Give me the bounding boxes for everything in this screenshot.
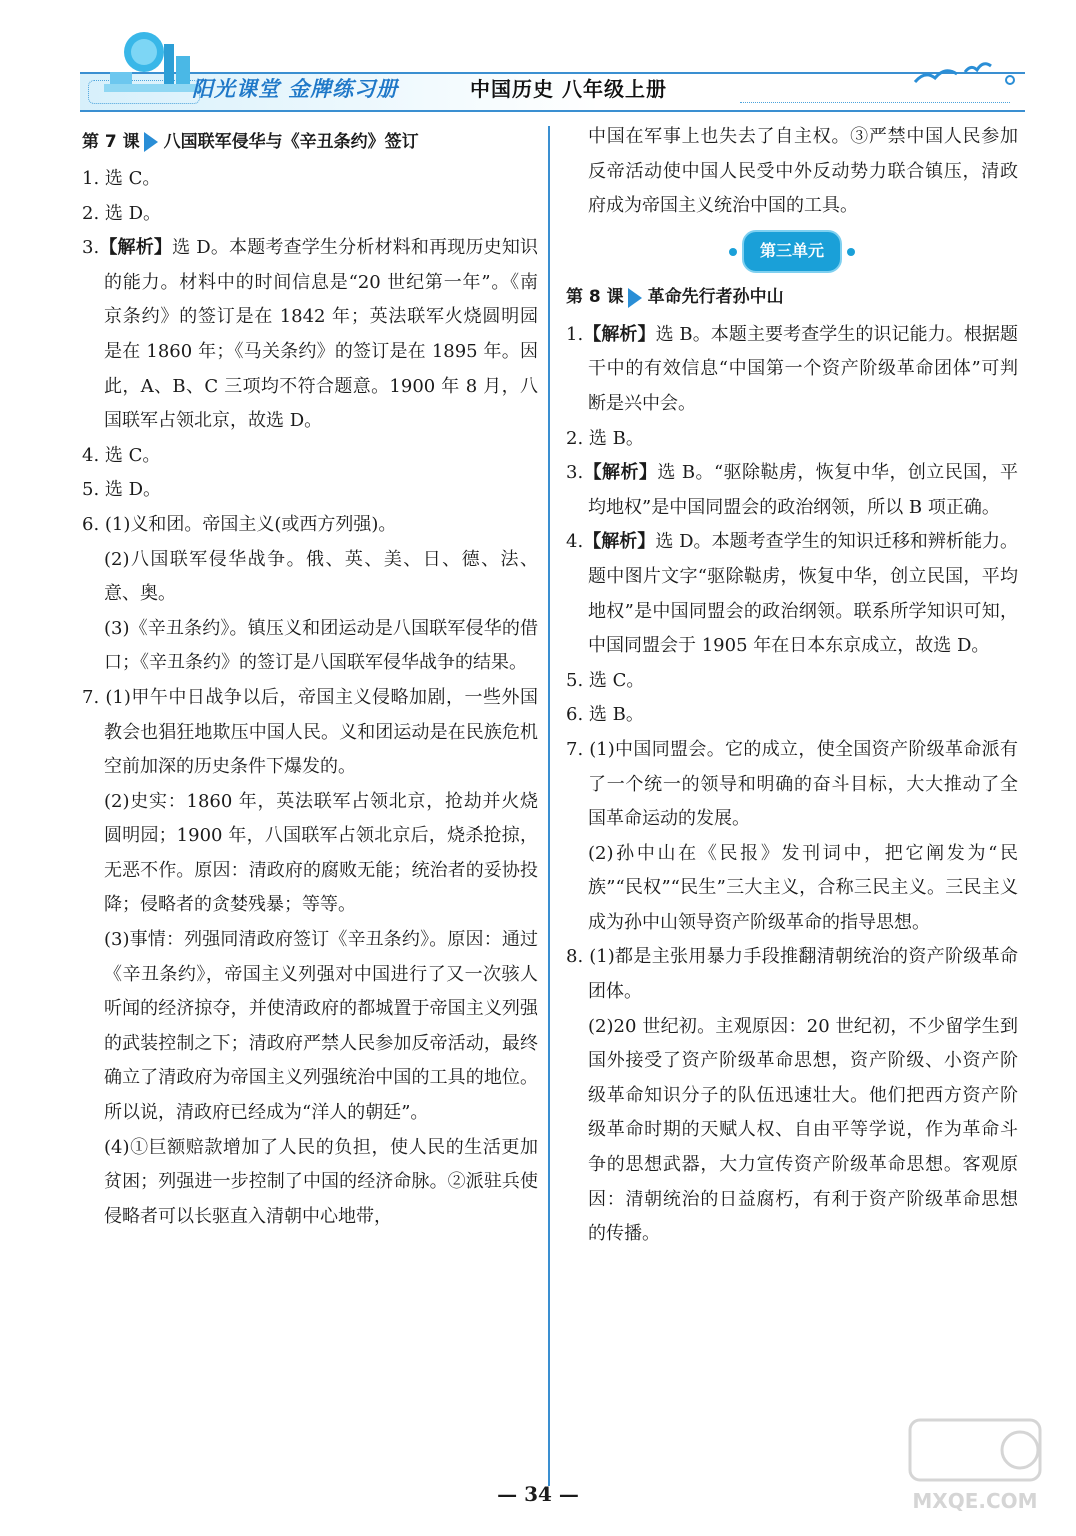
answer-item: 7. (1)中国同盟会。它的成立，使全国资产阶级革命派有了一个统一的领导和明确的奋斗目标，大大推动了全国革命运动的发展。: [566, 738, 1018, 830]
page-number: — 34 —: [497, 1482, 579, 1506]
answer-subitem: (4)①巨额赔款增加了人民的负担，使人民的生活更加贫困；列强进一步控制了中国的经济命脉。②派驻兵使侵略者可以长驱直入清朝中心地带，: [104, 1136, 538, 1227]
unit-heading: [566, 228, 1018, 276]
answer-item: 4. 选 C。: [82, 444, 161, 466]
right-column: [566, 120, 1018, 1252]
answer-item: 2. 选 D。: [82, 202, 162, 224]
lesson-title: 八国联军侵华与《辛丑条约》签订: [163, 131, 419, 152]
answer-subitem: (2)八国联军侵华战争。俄、英、美、日、德、法、意、奥。: [104, 548, 538, 605]
lesson-7-heading: [82, 124, 538, 160]
lesson-number: 第 8 课: [566, 287, 624, 308]
answer-text: 选 D。本题考查学生的知识迁移和辨析能力。题中图片文字“驱除鞑虏，恢复中华，创立民国，平均地权”是中国同盟会的政治纲领。联系所学知识可知，中国同盟会于 1905 年在日本东京成立，故选 D。: [588, 531, 1019, 657]
answer-text: 选 B。本题主要考查学生的识记能力。根据题干中的有效信息“中国第一个资产阶级革命团体”可判断是兴中会。: [588, 323, 1018, 414]
answer-item: 8. (1)都是主张用暴力手段推翻清朝统治的资产阶级革命团体。: [566, 946, 1018, 1003]
left-column: [82, 120, 538, 1234]
unit-dot-icon: [847, 248, 855, 256]
answer-item: 5. 选 D。: [82, 479, 162, 501]
lesson-number: 第 7 课: [82, 131, 140, 152]
answer-text: 选 D。本题考查学生分析材料和再现历史知识的能力。材料中的时间信息是“20 世纪第一年”。《南京条约》的签订是在 1842 年；英法联军火烧圆明园是在 1860 年；《马关条约》的签订是在 1895 年。因此，A、B、C 三项均不符合题意。1900 年 8 月，八国联军占领北京，故选 D。: [104, 237, 539, 432]
answer-subitem: (2)史实：1860 年，英法联军占领北京，抢劫并火烧圆明园；1900 年，八国联军占领北京后，烧杀抢掠，无恶不作。原因：清政府的腐败无能；统治者的妥协投降；侵略者的贪婪残暴；等等。: [104, 790, 538, 916]
answer-item: [566, 318, 1018, 422]
column-divider: [548, 126, 550, 1486]
answer-subitem: (2)孙中山在《民报》发刊词中，把它阐发为“民族”“民权”“民生”三大主义，合称三民主义。三民主义成为孙中山领导资产阶级革命的指导思想。: [588, 842, 1018, 933]
item-number: 4.: [566, 531, 584, 553]
watermark-text: MXQE.COM: [912, 1489, 1038, 1513]
item-number: 1.: [566, 323, 584, 345]
lesson-arrow-icon: [628, 288, 642, 308]
answer-subitem: (2)20 世纪初。主观原因：20 世纪初，不少留学生到国外接受了资产阶级革命思想，资产阶级、小资产阶级革命知识分子的队伍迅速壮大。他们把西方资产阶级革命时期的天赋人权、自由平等学说，作为革命斗争的思想武器，大力宣传资产阶级革命思想。客观原因：清朝统治的日益腐朽，有利于资产阶级革命思想的传播。: [588, 1015, 1018, 1245]
unit-title: 第三单元: [742, 230, 842, 273]
answer-subitem: (3)《辛丑条约》。镇压义和团运动是八国联军侵华的借口；《辛丑条约》的签订是八国联军侵华战争的结果。: [104, 617, 538, 674]
answer-item: 1. 选 C。: [82, 168, 161, 189]
lesson-arrow-icon: [144, 132, 158, 152]
answer-item: 6. 选 B。: [566, 704, 644, 726]
answer-continuation: 中国在军事上也失去了自主权。③严禁中国人民参加反帝活动使中国人民受中外反动势力联合镇压，清政府成为帝国主义统治中国的工具。: [588, 126, 1018, 217]
brand-title: 阳光课堂 金牌练习册: [192, 77, 399, 101]
answer-item: 2. 选 B。: [566, 427, 644, 449]
subject-title: 中国历史 八年级上册: [470, 77, 667, 101]
lesson-8-heading: [566, 280, 1018, 316]
analysis-tag: 【解析】: [583, 531, 656, 553]
answer-item: 6. (1)义和团。帝国主义(或西方列强)。: [82, 513, 397, 535]
analysis-tag: 【解析】: [583, 462, 658, 484]
answer-item: [82, 231, 538, 439]
answer-text: 选 B。“驱除鞑虏，恢复中华，创立民国，平均地权”是中国同盟会的政治纲领，所以 B 项正确。: [588, 462, 1019, 518]
analysis-tag: 【解析】: [99, 237, 173, 259]
answer-item: 5. 选 C。: [566, 669, 645, 691]
sun-logo-icon: [104, 22, 200, 106]
answer-item: [566, 456, 1018, 525]
unit-dot-icon: [729, 248, 737, 256]
answer-item: 7. (1)甲午中日战争以后，帝国主义侵略加剧，一些外国教会也猖狂地欺压中国人民。义和团运动是在民族危机空前加深的历史条件下爆发的。: [82, 686, 538, 778]
watermark-logo: [900, 1410, 1050, 1520]
answer-subitem: (3)事情：列强同清政府签订《辛丑条约》。原因：通过《辛丑条约》，帝国主义列强对中国进行了又一次骇人听闻的经济掠夺，并使清政府的都城置于帝国主义列强的武装控制之下；清政府严禁人民参加反帝活动，最终确立了清政府为帝国主义列强统治中国的工具的地位。所以说，清政府已经成为“洋人的朝廷”。: [104, 929, 538, 1124]
birds-icon: [905, 52, 1025, 92]
item-number: 3.: [566, 462, 584, 484]
lesson-title: 革命先行者孙中山: [647, 287, 784, 308]
answer-item: [566, 525, 1018, 663]
analysis-tag: 【解析】: [583, 323, 656, 345]
item-number: 3.: [82, 237, 100, 259]
